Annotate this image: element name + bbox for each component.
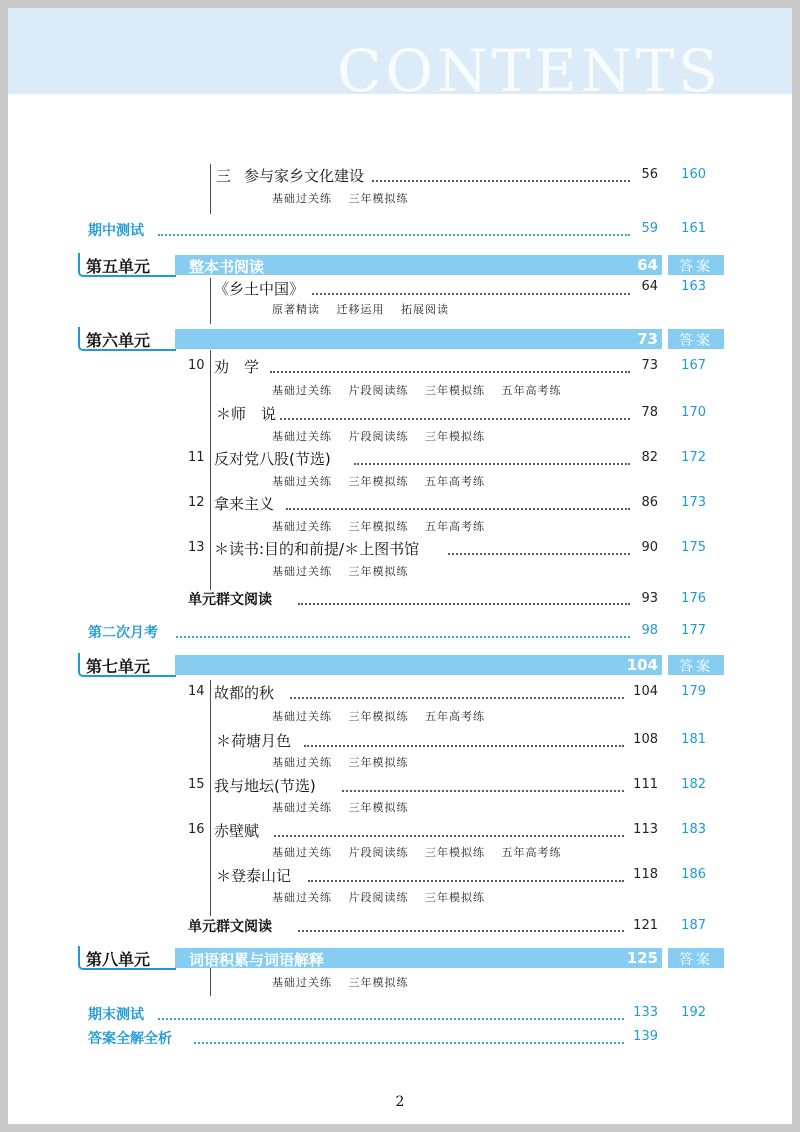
leader-dots xyxy=(298,930,624,932)
second-monthly-page: 98 xyxy=(641,623,658,638)
unit7-label: 第七单元 xyxy=(78,653,176,677)
entry-page: 64 xyxy=(641,279,658,294)
leader-dots xyxy=(176,636,630,638)
exercise-list: 基础过关练 片段阅读练 三年模拟练 五年高考练 xyxy=(272,384,562,397)
page-number: 2 xyxy=(395,1094,405,1110)
entry-title[interactable]: 劝 学 xyxy=(214,358,260,376)
entry-number: 14 xyxy=(188,684,205,699)
entry-title[interactable]: ＊荷塘月色 xyxy=(216,732,292,750)
unit6-label: 第六单元 xyxy=(78,327,176,351)
entry-title[interactable]: 拿来主义 xyxy=(214,495,275,513)
entry-page: 108 xyxy=(633,732,658,747)
answer-page: 182 xyxy=(681,777,706,792)
second-monthly-answer: 177 xyxy=(681,623,706,638)
final-exam-page: 133 xyxy=(633,1005,658,1020)
entry-number: 12 xyxy=(188,495,205,510)
entry-page: 113 xyxy=(633,822,658,837)
final-exam-title[interactable]: 期末测试 xyxy=(88,1007,144,1023)
exercise-list: 基础过关练 三年模拟练 五年高考练 xyxy=(272,475,485,488)
guide-line xyxy=(210,680,211,916)
exercise-list: 基础过关练 三年模拟练 xyxy=(272,565,409,578)
exercise-list: 原著精读 迁移运用 拓展阅读 xyxy=(272,303,449,316)
document-page xyxy=(8,8,792,1124)
entry-title[interactable]: 参与家乡文化建设 xyxy=(244,167,365,185)
unit6-answer-badge: 答案 xyxy=(668,329,724,349)
entry-page: 118 xyxy=(633,867,658,882)
unit6-bar[interactable] xyxy=(175,329,662,349)
entry-title[interactable]: 我与地坛(节选) xyxy=(214,777,316,795)
unit5-label: 第五单元 xyxy=(78,253,176,277)
leader-dots xyxy=(372,180,630,182)
leader-dots xyxy=(270,371,630,373)
leader-dots xyxy=(286,508,630,510)
exercise-list: 基础过关练 片段阅读练 三年模拟练 xyxy=(272,891,485,904)
leader-dots xyxy=(354,463,630,465)
entry-title[interactable]: ＊登泰山记 xyxy=(216,867,292,885)
answer-page: 187 xyxy=(681,918,706,933)
unit8-page: 125 xyxy=(626,949,658,967)
answer-page: 176 xyxy=(681,591,706,606)
leader-dots xyxy=(342,790,624,792)
answer-analysis-page: 139 xyxy=(633,1029,658,1044)
midterm-page: 59 xyxy=(641,221,658,236)
entry-page: 93 xyxy=(641,591,658,606)
leader-dots xyxy=(290,697,624,699)
header-banner xyxy=(8,8,792,105)
entry-page: 111 xyxy=(633,777,658,792)
guide-line xyxy=(210,350,211,590)
answer-analysis-title[interactable]: 答案全解全析 xyxy=(88,1031,172,1047)
entry-title[interactable]: ＊读书:目的和前提/＊上图书馆 xyxy=(214,540,420,558)
exercise-list: 基础过关练 片段阅读练 三年模拟练 五年高考练 xyxy=(272,846,562,859)
entry-number: 13 xyxy=(188,540,205,555)
answer-page: 175 xyxy=(681,540,706,555)
guide-line xyxy=(210,278,211,324)
entry-title[interactable]: 反对党八股(节选) xyxy=(214,450,331,468)
exercise-list: 基础过关练 三年模拟练 xyxy=(272,192,409,205)
leader-dots xyxy=(312,293,630,295)
entry-page: 82 xyxy=(641,450,658,465)
entry-title[interactable]: 《乡土中国》 xyxy=(214,280,305,298)
entry-number: 三 xyxy=(216,167,232,185)
answer-page: 163 xyxy=(681,279,706,294)
exercise-list: 基础过关练 三年模拟练 五年高考练 xyxy=(272,520,485,533)
entry-title[interactable]: 故都的秋 xyxy=(214,684,275,702)
answer-page: 170 xyxy=(681,405,706,420)
second-monthly-title[interactable]: 第二次月考 xyxy=(88,625,158,641)
contents-title: CONTENTS xyxy=(337,37,722,105)
unit5-bar[interactable] xyxy=(175,255,662,275)
answer-page: 160 xyxy=(681,167,706,182)
leader-dots xyxy=(194,1042,624,1044)
exercise-list: 基础过关练 三年模拟练 五年高考练 xyxy=(272,710,485,723)
group-reading-title[interactable]: 单元群文阅读 xyxy=(188,919,272,935)
entry-number: 15 xyxy=(188,777,205,792)
unit5-answer-badge: 答案 xyxy=(668,255,724,275)
unit8-title: 词语积累与词语解释 xyxy=(189,951,325,969)
entry-title[interactable]: ＊师 说 xyxy=(216,405,277,423)
unit7-page: 104 xyxy=(626,656,658,674)
entry-page: 73 xyxy=(641,358,658,373)
leader-dots xyxy=(448,553,630,555)
entry-page: 56 xyxy=(641,167,658,182)
exercise-list: 基础过关练 三年模拟练 xyxy=(272,801,409,814)
unit8-bar[interactable] xyxy=(175,948,662,968)
answer-page: 183 xyxy=(681,822,706,837)
leader-dots xyxy=(274,835,624,837)
unit5-page: 64 xyxy=(637,256,658,274)
midterm-title[interactable]: 期中测试 xyxy=(88,223,144,239)
final-exam-answer: 192 xyxy=(681,1005,706,1020)
leader-dots xyxy=(304,745,624,747)
entry-page: 90 xyxy=(641,540,658,555)
leader-dots xyxy=(308,880,624,882)
answer-page: 179 xyxy=(681,684,706,699)
entry-title[interactable]: 赤壁赋 xyxy=(214,822,260,840)
leader-dots xyxy=(298,603,630,605)
leader-dots xyxy=(158,1018,624,1020)
guide-line xyxy=(210,164,211,214)
unit5-title: 整本书阅读 xyxy=(189,258,265,276)
guide-line xyxy=(210,968,211,996)
unit6-page: 73 xyxy=(637,330,658,348)
answer-page: 167 xyxy=(681,358,706,373)
entry-page: 78 xyxy=(641,405,658,420)
entry-page: 121 xyxy=(633,918,658,933)
unit7-bar[interactable] xyxy=(175,655,662,675)
entry-page: 104 xyxy=(633,684,658,699)
leader-dots xyxy=(158,234,630,236)
entry-page: 86 xyxy=(641,495,658,510)
entry-number: 10 xyxy=(188,358,205,373)
exercise-list: 基础过关练 三年模拟练 xyxy=(272,976,409,989)
entry-number: 11 xyxy=(188,450,205,465)
answer-page: 181 xyxy=(681,732,706,747)
exercise-list: 基础过关练 片段阅读练 三年模拟练 xyxy=(272,430,485,443)
entry-number: 16 xyxy=(188,822,205,837)
answer-page: 186 xyxy=(681,867,706,882)
unit7-answer-badge: 答案 xyxy=(668,655,724,675)
exercise-list: 基础过关练 三年模拟练 xyxy=(272,756,409,769)
unit8-label: 第八单元 xyxy=(78,946,176,970)
group-reading-title[interactable]: 单元群文阅读 xyxy=(188,592,272,608)
leader-dots xyxy=(280,418,630,420)
answer-page: 172 xyxy=(681,450,706,465)
midterm-answer: 161 xyxy=(681,221,706,236)
answer-page: 173 xyxy=(681,495,706,510)
unit8-answer-badge: 答案 xyxy=(668,948,724,968)
